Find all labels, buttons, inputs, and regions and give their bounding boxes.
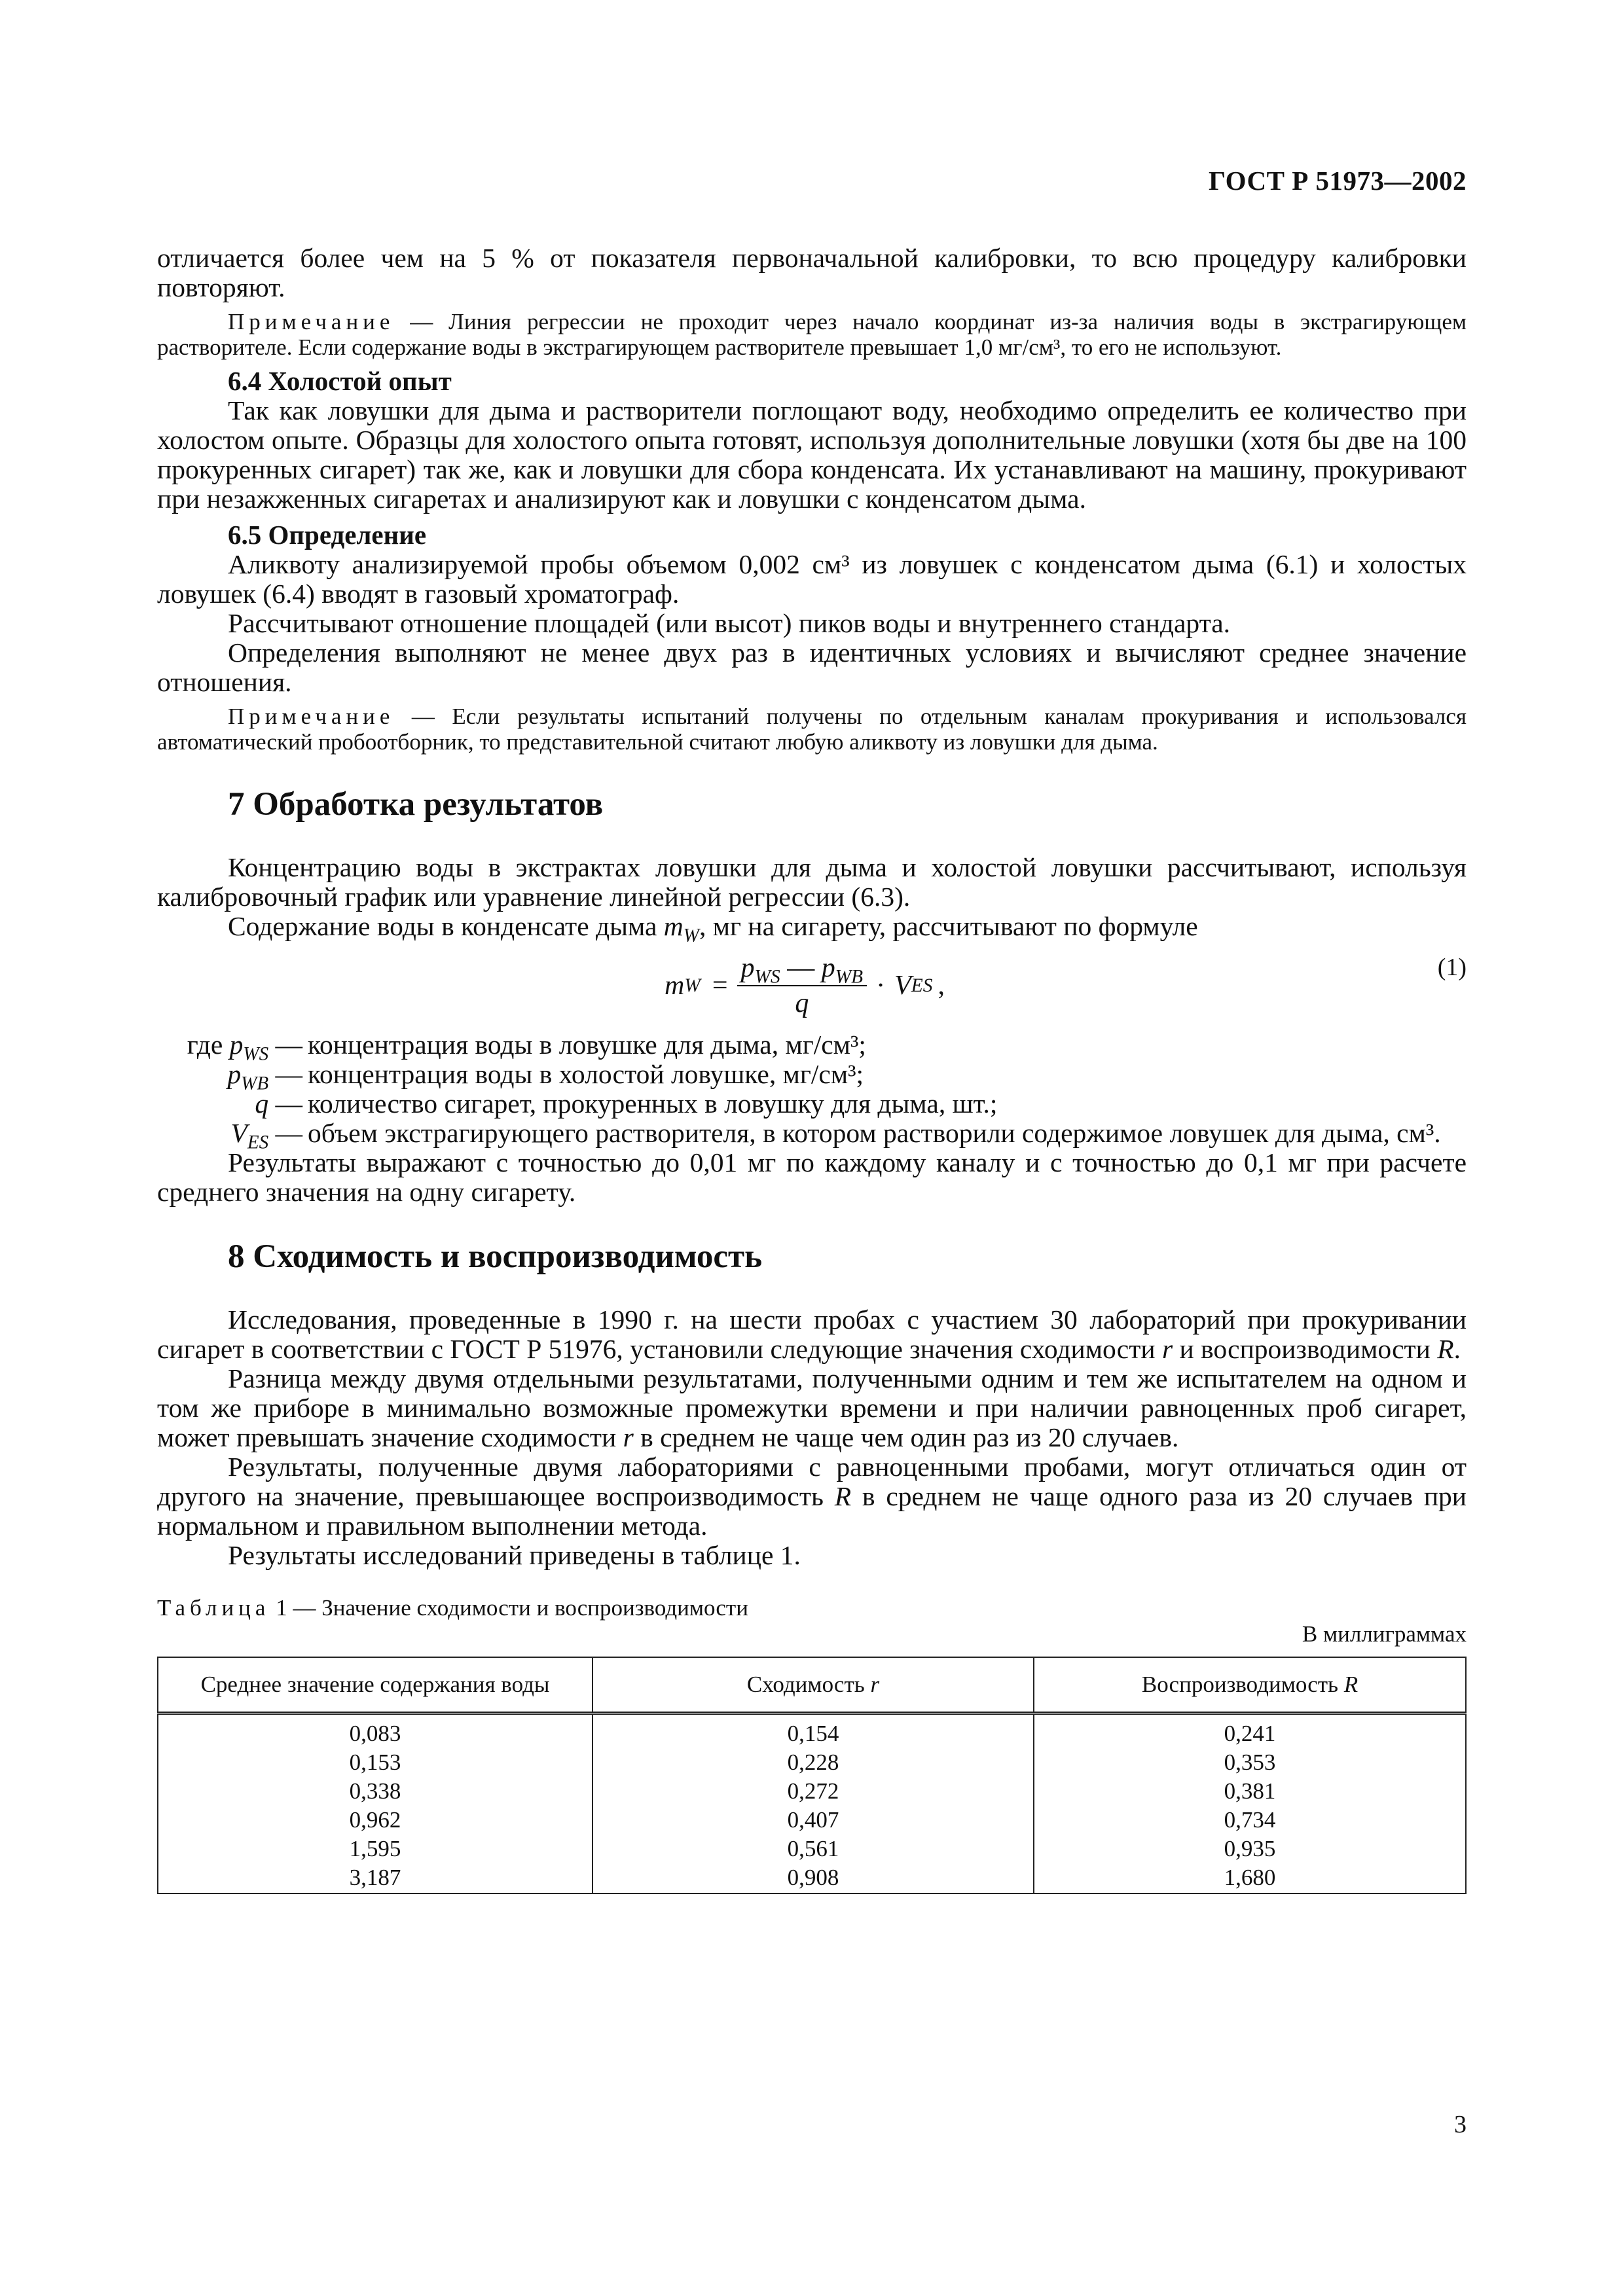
page-header: ГОСТ Р 51973—2002	[1209, 166, 1467, 196]
table-row: 1,595 0,561 0,935	[158, 1835, 1466, 1863]
subsection-6-5-paragraph-3: Определения выполняют не менее двух раз в идентичных условиях и вычисляют среднее значение отношения.	[157, 637, 1467, 697]
section-8-paragraph-4: Результаты исследований приведены в таблице 1.	[228, 1540, 801, 1570]
formula-fraction	[737, 952, 867, 1019]
formula-expression: m W = $\frac{p_{WS} — p_{WB}}{q}$ · V ES ,	[665, 953, 945, 1018]
note-2	[157, 704, 1467, 755]
section-8-title: 8 Сходимость и воспроизводимость	[228, 1238, 763, 1275]
subsection-6-5-paragraph-1: Аликвоту анализируемой пробы объемом 0,002 см³ из ловушек с конденсатом дыма (6.1) и холостых ловушек (6.4) вводят в газовый хроматограф.	[157, 549, 1467, 609]
table-units: В миллиграммах	[1302, 1621, 1467, 1647]
note-2-text: — Если результаты испытаний получены по отдельным каналам прокуривания и использовался автоматический пробоотборник, то представительной считают любую аликвоту из ловушки для дыма.	[157, 704, 1467, 755]
continuation-paragraph: отличается более чем на 5 % от показателя первоначальной калибровки, то всю процедуру калибровки повторяют.	[157, 243, 1467, 302]
section-8-paragraph-2: Разница между двумя отдельными результатами, полученными одним и тем же испытателем на одном и том же приборе в минимально возможные промежутки времени и при наличии равноценных проб сигарет, может превышать значение сходимости r в среднем не чаще чем один раз из 20 случаев.	[157, 1363, 1467, 1452]
column-header-mean: Среднее значение содержания воды	[158, 1657, 593, 1713]
note-2-label: Примечание	[228, 704, 395, 729]
subsection-6-4-title: 6.4 Холостой опыт	[228, 366, 452, 396]
note-1	[157, 309, 1467, 360]
table-row: 0,083 0,154 0,241	[158, 1713, 1466, 1749]
table-caption: Таблица 1 — Значение сходимости и воспроизводимости	[157, 1595, 748, 1621]
table-row: 3,187 0,908 1,680	[158, 1863, 1466, 1893]
table-row: 0,153 0,228 0,353	[158, 1748, 1466, 1777]
note-1-text: — Линия регрессии не проходит через начало координат из-за наличия воды в экстрагирующем растворителе. Если содержание воды в экстрагирующем растворителе превышает 1,0 мг/см³, то его не используют.	[157, 309, 1467, 360]
subsection-6-5-title: 6.5 Определение	[228, 520, 427, 550]
section-7-paragraph-2: Содержание воды в конденсате дыма $m_W$, мг на сигарету, рассчитывают по формуле	[228, 911, 1198, 946]
table-row: 0,338 0,272 0,381	[158, 1777, 1466, 1806]
formula-denominator: q	[795, 988, 809, 1018]
column-header-repeatability: Сходимость r	[593, 1657, 1034, 1713]
where-list	[157, 1030, 1467, 1153]
where-item: $V_{ES}$ — объем экстрагирующего растворителя, в котором растворили содержимое ловушек для дыма, см³.	[230, 1118, 1441, 1153]
page-number: 3	[1454, 2111, 1467, 2138]
section-7-paragraph-1: Концентрацию воды в экстрактах ловушки для дыма и холостой ловушки рассчитывают, используя калибровочный график или уравнение линейной регрессии (6.3).	[157, 852, 1467, 912]
page-content	[157, 243, 1467, 1894]
formula-numerator: $p_{WS}$ — $p_{WB}$	[737, 952, 867, 986]
table-row: 0,962 0,407 0,734	[158, 1806, 1466, 1835]
formula-number: (1)	[1437, 954, 1467, 981]
note-1-label: Примечание	[228, 309, 395, 334]
where-item: где $p_{WS}$ — концентрация воды в ловушке для дыма, мг/см³;	[187, 1030, 866, 1065]
subsection-6-5-paragraph-2: Рассчитывают отношение площадей (или высот) пиков воды и внутреннего стандарта.	[228, 608, 1231, 638]
var-m: m	[663, 911, 684, 941]
where-item: q — количество сигарет, прокуренных в ловушку для дыма, шт.;	[255, 1088, 998, 1119]
formula-1	[157, 953, 1467, 1024]
column-header-reproducibility: Воспроизводимость R	[1034, 1657, 1466, 1713]
where-item: $p_{WB}$ — концентрация воды в холостой ловушке, мг/см³;	[227, 1059, 864, 1094]
subsection-6-4-paragraph: Так как ловушки для дыма и растворители поглощают воду, необходимо определить ее количество при холостом опыте. Образцы для холостого опыта готовят, используя дополнительные ловушки (хотя бы две на 100 прокуренных сигарет) так же, как и ловушки для сбора конденсата. Их устанавливают на машину, прокуривают при незажженных сигаретах и анализируют как и ловушки с конденсатом дыма.	[157, 395, 1467, 514]
section-7-paragraph-3: Результаты выражают с точностью до 0,01 мг по каждому каналу и с точностью до 0,1 мг при расчете среднего значения на одну сигарету.	[157, 1147, 1467, 1207]
results-table	[157, 1657, 1467, 1894]
section-8-paragraph-1: Исследования, проведенные в 1990 г. на шести пробах с участием 30 лабораторий при прокуривании сигарет в соответствии с ГОСТ Р 51976, установили следующие значения сходимости r и воспроизводимости R.	[157, 1304, 1467, 1364]
section-7-title: 7 Обработка результатов	[228, 786, 604, 823]
document-page	[157, 0, 1467, 2296]
section-8-paragraph-3: Результаты, полученные двумя лабораториями с равноценными пробами, могут отличаться один от другого на значение, превышающее воспроизводимость R в среднем не чаще одного раза из 20 случаев при нормальном и правильном выполнении метода.	[157, 1452, 1467, 1541]
